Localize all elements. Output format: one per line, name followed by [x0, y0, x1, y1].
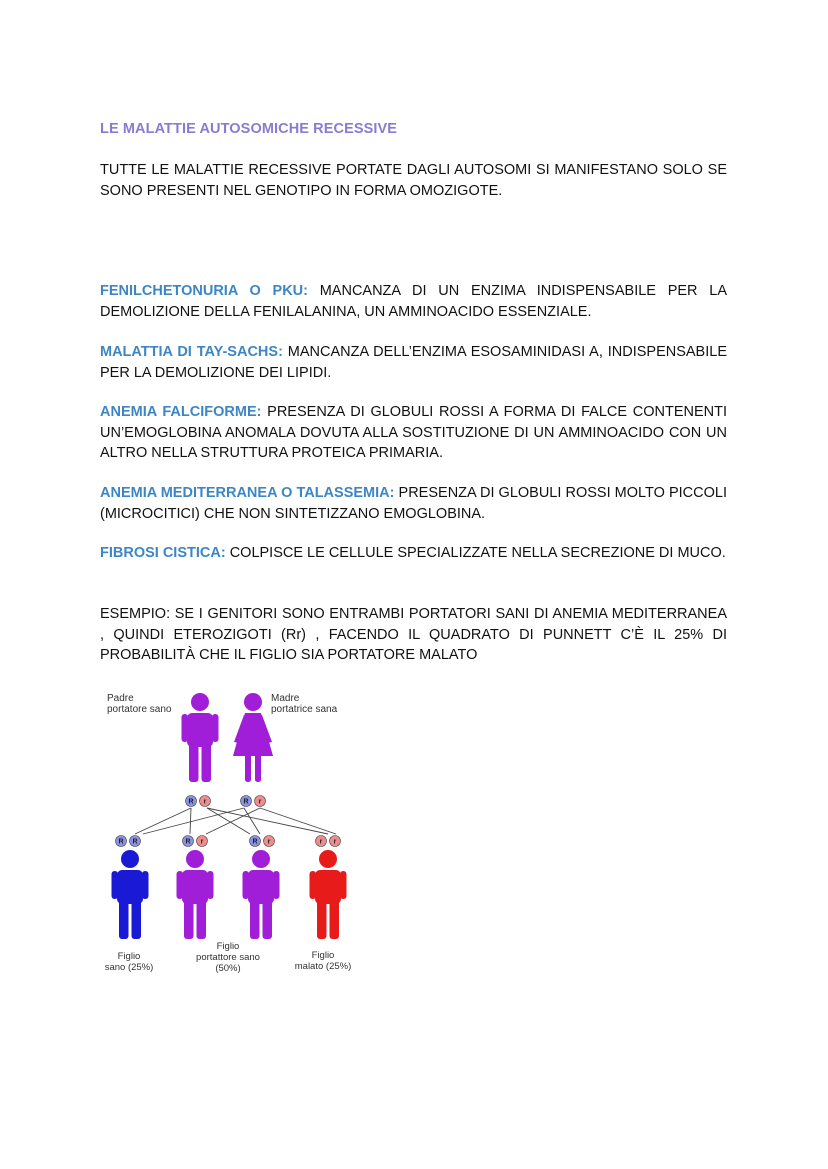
definition-text: COLPISCE LE CELLULE SPECIALIZZATE NELLA SECREZIONE DI MUCO.	[225, 545, 726, 561]
child-sick-figure	[310, 850, 347, 939]
definition-tay-sachs	[100, 342, 727, 383]
definition-term: FIBROSI CISTICA:	[100, 545, 226, 561]
father-label-line: portatore sano	[107, 704, 172, 715]
definition-term: MALATTIA DI TAY-SACHS:	[100, 344, 283, 360]
child-sick-alleles	[316, 836, 341, 847]
definition-term: ANEMIA MEDITERRANEA O TALASSEMIA:	[100, 485, 395, 501]
definition-fibrosi-cistica	[100, 543, 727, 564]
allele-R: R	[252, 838, 258, 846]
definition-term: FENILCHETONURIA O PKU:	[100, 283, 308, 299]
mother-label-line: Madre	[271, 693, 300, 704]
definition-text: PRESENZA DI GLOBULI ROSSI A FORMA DI FALCE CONTENENTI UN’EMOGLOBINA ANOMALA DOVUTA ALLA SOSTITUZIONE DI UN AMMINOACIDO CON UN ALTRO NELLA STRUTTURA PROTEICA PRIMARIA.	[100, 404, 728, 461]
mother-label-line: portatrice sana	[271, 704, 338, 715]
child-sick-label: Figlio malato (25%)	[294, 950, 352, 972]
definition-term: ANEMIA FALCIFORME:	[100, 404, 262, 420]
allele-R: R	[132, 838, 138, 846]
mother-alleles	[241, 796, 266, 807]
allele-r: r	[319, 838, 323, 846]
child-carrier-figure-1	[177, 850, 214, 939]
allele-r: r	[258, 798, 262, 806]
inheritance-diagram	[98, 688, 368, 988]
definition-talassemia	[100, 483, 727, 524]
allele-R: R	[118, 838, 124, 846]
child-carrier-label: Figlio portattore sano (50%)	[196, 941, 260, 974]
allele-R: R	[188, 798, 194, 806]
father-figure	[182, 693, 219, 782]
definition-pku	[100, 281, 727, 322]
child-carrier-figure-2	[243, 850, 280, 939]
inheritance-lines	[135, 808, 336, 834]
child-carrier-2-alleles	[250, 836, 275, 847]
definition-text: MANCANZA DI UN ENZIMA INDISPENSABILE PER LA DEMOLIZIONE DELLA FENILALANINA, UN AMMINOACIDO ESSENZIALE.	[100, 283, 727, 320]
allele-r: r	[333, 838, 337, 846]
mother-figure	[233, 693, 273, 782]
allele-r: r	[267, 838, 271, 846]
mother-label	[271, 693, 338, 715]
child-healthy-figure	[112, 850, 149, 939]
definition-anemia-falciforme	[100, 402, 727, 464]
page-title: LE MALATTIE AUTOSOMICHE RECESSIVE	[100, 121, 398, 137]
definition-text: PRESENZA DI GLOBULI ROSSI MOLTO PICCOLI (MICROCITICI) CHE NON SINTETIZZANO EMOGLOBINA.	[100, 485, 727, 522]
allele-r: r	[203, 798, 207, 806]
definition-text: MANCANZA DELL’ENZIMA ESOSAMINIDASI A, INDISPENSABILE PER LA DEMOLIZIONE DEI LIPIDI.	[100, 344, 727, 381]
example-paragraph: ESEMPIO: SE I GENITORI SONO ENTRAMBI PORTATORI SANI DI ANEMIA MEDITERRANEA , QUINDI ETEROZIGOTI (Rr) , FACENDO IL QUADRATO DI PUNNETT C’È IL 25% DI PROBABILITÀ CHE IL FIGLIO SIA PORTATORE MALATO	[100, 606, 727, 663]
allele-R: R	[185, 838, 191, 846]
father-alleles	[186, 796, 211, 807]
child-healthy-alleles	[116, 836, 141, 847]
father-label-line: Padre	[107, 693, 134, 704]
allele-r: r	[200, 838, 204, 846]
intro-paragraph: TUTTE LE MALATTIE RECESSIVE PORTATE DAGLI AUTOSOMI SI MANIFESTANO SOLO SE SONO PRESENTI NEL GENOTIPO IN FORMA OMOZIGOTE.	[100, 162, 727, 199]
child-carrier-1-alleles	[183, 836, 208, 847]
father-label	[107, 693, 172, 715]
child-healthy-label: Figlio sano (25%)	[104, 951, 154, 973]
allele-R: R	[243, 798, 249, 806]
